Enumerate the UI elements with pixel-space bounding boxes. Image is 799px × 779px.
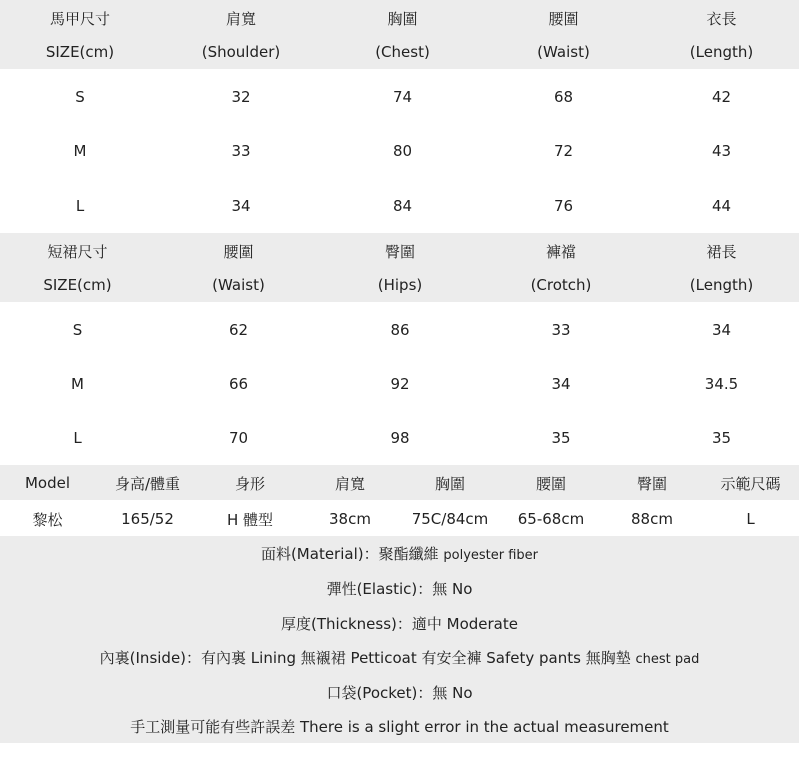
table-cell: 92 [390, 375, 410, 393]
model-row [0, 507, 799, 531]
table-cell: 80 [392, 142, 413, 160]
model-header: Model [24, 474, 71, 492]
waist-header: 腰圍 [535, 474, 566, 493]
table-cell: 34 [711, 321, 732, 339]
table-cell: M [73, 142, 87, 160]
table-cell: L [73, 429, 82, 447]
table-cell: 34 [231, 197, 251, 215]
height-weight-header: 身高/體重 [114, 474, 181, 493]
table-cell: 75C/84cm [411, 510, 489, 528]
table-cell: 74 [392, 88, 413, 106]
inside-note [0, 647, 799, 668]
skirt-row-s [0, 318, 799, 342]
inside-text: 內裏(Inside)：有內裏 Lining 無襯裙 Petticoat 有安全褲 Safety pants 無胸墊 [99, 649, 631, 667]
vest-header-zh-row [0, 6, 799, 30]
skirt-crotch-header: 褲襠 [545, 242, 576, 261]
skirt-size-header-en: SIZE(cm) [43, 276, 112, 294]
table-cell: 86 [390, 321, 410, 339]
vest-chest-header: 胸圍 [387, 9, 418, 28]
shoulder-header: 肩寬 [334, 474, 365, 493]
vest-waist-header: 腰圍 [548, 9, 579, 28]
table-cell: 88cm [631, 510, 673, 528]
table-cell: 35 [551, 429, 571, 447]
table-cell: 72 [553, 142, 574, 160]
table-cell: 65-68cm [517, 510, 585, 528]
vest-length-header: 衣長 [706, 9, 737, 28]
sample-size-header: 示範尺碼 [720, 474, 781, 493]
skirt-header-en-row [0, 273, 799, 297]
skirt-size-header: 短裙尺寸 [47, 242, 108, 261]
skirt-length-header: 裙長 [706, 242, 737, 261]
table-cell: S [75, 88, 85, 106]
vest-size-header-en: SIZE(cm) [45, 43, 115, 61]
table-cell: 34.5 [704, 375, 739, 393]
vest-size-header: 馬甲尺寸 [49, 9, 110, 28]
skirt-hips-header-en: (Hips) [377, 276, 423, 294]
hips-header: 臀圍 [636, 474, 667, 493]
body-shape-header: 身形 [234, 474, 265, 493]
skirt-header-zh-row [0, 239, 799, 263]
vest-shoulder-header-en: (Shoulder) [201, 43, 281, 61]
vest-header-en-row [0, 40, 799, 64]
vest-waist-header-en: (Waist) [537, 43, 590, 61]
notes-band [0, 536, 799, 743]
vest-row-l [0, 194, 799, 218]
skirt-length-header-en: (Length) [689, 276, 754, 294]
table-cell: 43 [711, 142, 732, 160]
material-text: 面料(Material)：聚酯纖維 [260, 545, 439, 563]
table-cell: L [75, 197, 85, 215]
error-note: 手工測量可能有些許誤差 There is a slight error in the actual measurement [130, 718, 669, 736]
table-cell: L [746, 510, 755, 528]
skirt-row-m [0, 372, 799, 396]
table-cell: 84 [392, 197, 413, 215]
skirt-crotch-header-en: (Crotch) [530, 276, 592, 294]
skirt-waist-header-en: (Waist) [212, 276, 265, 294]
table-cell: 165/52 [121, 510, 174, 528]
table-cell: 68 [553, 88, 574, 106]
inside-en-text: chest pad [635, 652, 700, 667]
table-cell: H 體型 [226, 510, 274, 529]
chest-header: 胸圍 [434, 474, 465, 493]
table-cell: 38cm [329, 510, 371, 528]
vest-shoulder-header: 肩寬 [225, 9, 256, 28]
elastic-note: 彈性(Elastic)：無 No [326, 580, 473, 598]
table-cell: M [71, 375, 84, 393]
vest-chest-header-en: (Chest) [375, 43, 430, 61]
thickness-note: 厚度(Thickness)：適中 Moderate [281, 615, 518, 633]
table-cell: 33 [231, 142, 251, 160]
table-cell: 33 [551, 321, 571, 339]
material-en-text: polyester fiber [443, 548, 539, 563]
pocket-note: 口袋(Pocket)：無 No [326, 684, 473, 702]
table-cell: 44 [711, 197, 732, 215]
skirt-waist-header: 腰圍 [223, 242, 254, 261]
skirt-row-l [0, 426, 799, 450]
skirt-hips-header: 臀圍 [384, 242, 415, 261]
table-cell: 35 [711, 429, 732, 447]
table-cell: S [72, 321, 83, 339]
table-cell: 66 [228, 375, 249, 393]
table-cell: 70 [228, 429, 249, 447]
vest-length-header-en: (Length) [689, 43, 754, 61]
table-cell: 42 [711, 88, 732, 106]
table-cell: 32 [231, 88, 251, 106]
table-cell: 34 [551, 375, 571, 393]
vest-row-s [0, 85, 799, 109]
vest-row-m [0, 139, 799, 163]
table-cell: 76 [553, 197, 574, 215]
table-cell: 98 [390, 429, 410, 447]
table-cell: 黎松 [32, 510, 63, 529]
table-cell: 62 [228, 321, 249, 339]
material-note [0, 543, 799, 564]
model-header-row [0, 471, 799, 495]
